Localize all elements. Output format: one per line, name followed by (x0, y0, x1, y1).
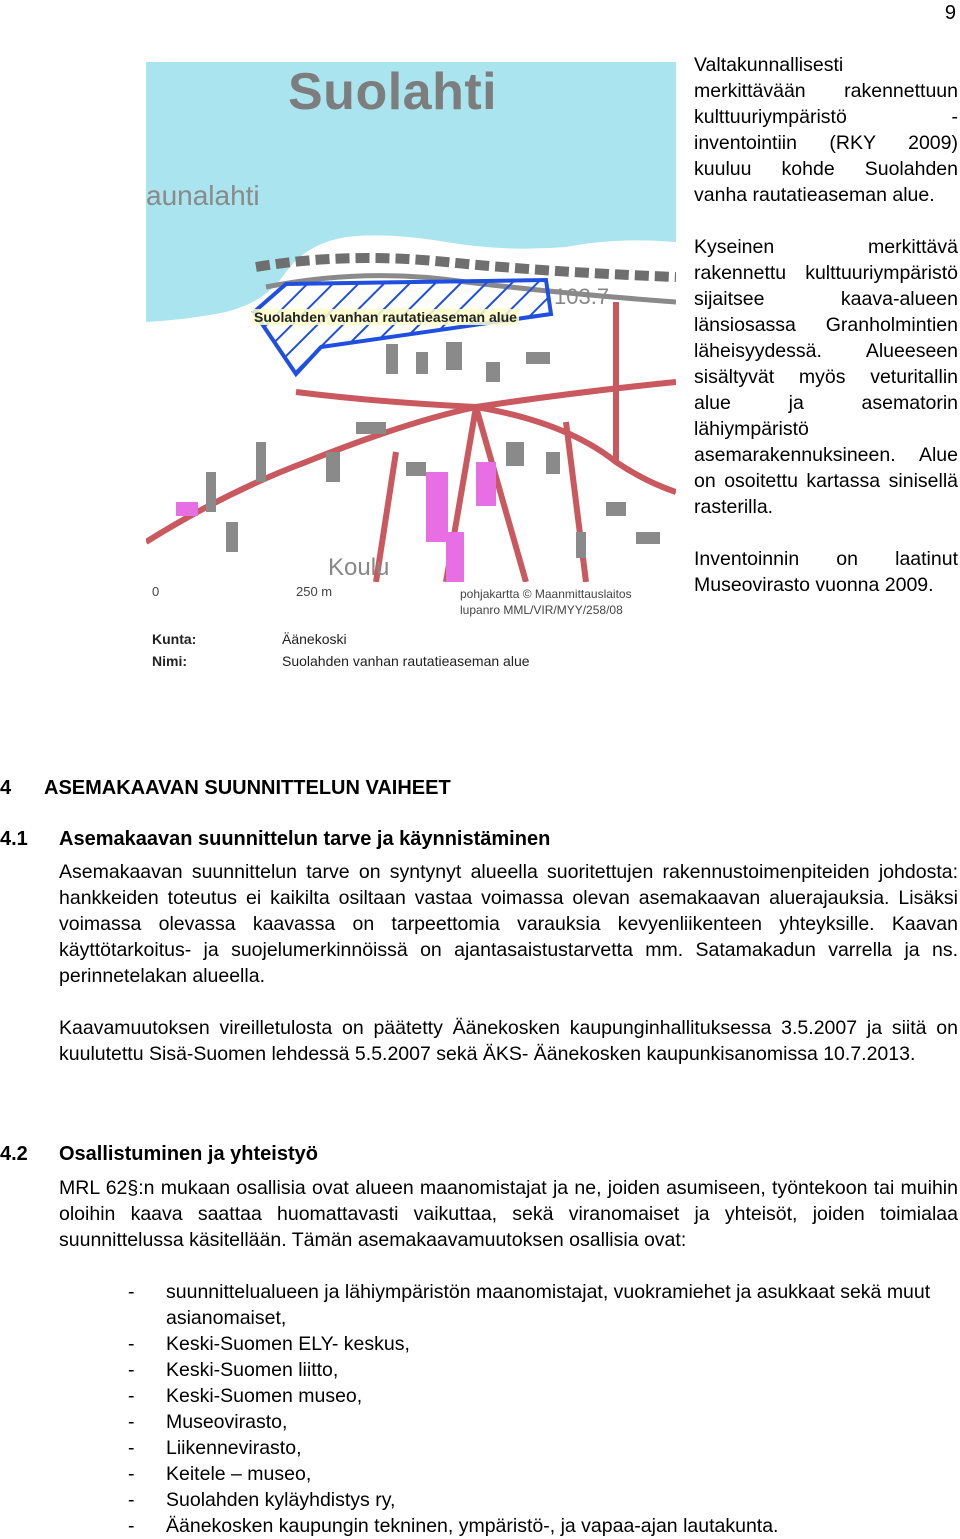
list-item-text: Liikennevirasto, (166, 1437, 302, 1459)
list-item (128, 1357, 958, 1383)
map-school-label: Koulu (328, 554, 390, 581)
map-elevation: 103.7 (554, 284, 610, 309)
map-credit-line1: pohjakartta © Maanmittauslaitos (460, 587, 632, 601)
side-paragraph: Kyseinen merkittävä rakennettu kulttuuriympäristö sijaitsee kaava-alueen länsiosassa Granholmintien läheisyydessä. Alueeseen sisältyvät myös veturitallin alue ja asematorin lähiympäristö asemarakennuksineen. Alue on osoitettu kartassa sinisellä rasterilla. (694, 236, 958, 518)
section-number: 4.2 (0, 1143, 28, 1165)
legend-label: Nimi: (152, 653, 187, 669)
list-dash: - (128, 1515, 135, 1537)
list-dash: - (128, 1489, 135, 1511)
map-figure (146, 62, 676, 680)
page-number: 9 (944, 2, 956, 24)
map-title: Suolahti (288, 63, 498, 121)
section-title: Osallistuminen ja yhteistyö (59, 1143, 318, 1165)
map-area-label: Suolahden vanhan rautatieaseman alue (254, 309, 517, 325)
scale-end-label: 250 m (296, 584, 333, 599)
paragraph: Kaavamuutoksen vireilletulosta on päätetty Äänekosken kaupunginhallituksessa 3.5.2007 ja siitä on kuulutettu Sisä-Suomen lehdessä 5.5.2007 sekä ÄKS- Äänekosken kaupunkisanomissa 10.7.2013. (59, 1017, 958, 1065)
section-4-heading (0, 777, 451, 800)
map-place-name: aunalahti (146, 180, 260, 211)
section-4-2-body (59, 1175, 958, 1253)
list-item (128, 1409, 958, 1435)
list-dash: - (128, 1359, 135, 1381)
list-dash: - (128, 1437, 135, 1459)
map-legend (152, 628, 530, 672)
section-title: ASEMAKAAVAN SUUNNITTELUN VAIHEET (44, 777, 451, 799)
stakeholder-list (128, 1279, 958, 1539)
list-item (128, 1461, 958, 1487)
side-paragraph: Valtakunnallisesti merkittävään rakennettuun kulttuuriympäristö - inventointiin (RKY 2009) kuuluu kohde Suolahden vanha rautatieaseman alue. (694, 54, 958, 206)
list-item-text: suunnittelualueen ja lähiympäristön maanomistajat, vuokramiehet ja asukkaat sekä muut asianomaiset, (166, 1281, 931, 1329)
list-dash: - (128, 1463, 135, 1485)
list-dash: - (128, 1333, 135, 1355)
list-item-text: Äänekosken kaupungin tekninen, ympäristö-, ja vapaa-ajan lautakunta. (166, 1515, 779, 1537)
list-item-text: Keski-Suomen museo, (166, 1385, 363, 1407)
scale-start-label: 0 (152, 584, 160, 599)
list-item-text: Keitele – museo, (166, 1463, 312, 1485)
map-credit-line2: lupanro MML/VIR/MYY/258/08 (460, 603, 623, 617)
list-item (128, 1331, 958, 1357)
list-item-text: Keski-Suomen liitto, (166, 1359, 339, 1381)
list-item (128, 1435, 958, 1461)
list-dash: - (128, 1281, 135, 1303)
paragraph: MRL 62§:n mukaan osallisia ovat alueen maanomistajat ja ne, joiden asumiseen, työntekoon tai muihin oloihin kaava saattaa huomattavasti vaikuttaa, sekä viranomaiset ja yhteisöt, joiden toimialaa suunnittelussa käsitellään. Tämän asemakaavamuutoksen osallisia ovat: (59, 1177, 958, 1251)
side-paragraph: Inventoinnin on laatinut Museovirasto vuonna 2009. (694, 548, 958, 596)
list-item (128, 1383, 958, 1409)
legend-label: Kunta: (152, 631, 197, 647)
side-column (694, 52, 958, 624)
section-title: Asemakaavan suunnittelun tarve ja käynnistäminen (59, 828, 551, 850)
list-dash: - (128, 1411, 135, 1433)
list-dash: - (128, 1385, 135, 1407)
paragraph: Asemakaavan suunnittelun tarve on syntynyt alueella suoritettujen rakennustoimenpiteiden johdosta: hankkeiden toteutus ei kaikilta osiltaan vastaa voimassa olevan asemakaavan aluerajauksia. Lisäksi voimassa olevassa kaavassa on tarpeettomia varauksia kevyenliikenteen yhteyksille. Kaavan käyttötarkoitus- ja suojelumerkinnöissä on ajantasaistustarvetta mm. Satamakadun varrella ja ns. perinnetelakan alueella. (59, 861, 958, 987)
list-item (128, 1279, 958, 1331)
list-item (128, 1513, 958, 1539)
section-4-1-body (59, 859, 958, 1067)
map-credit (460, 586, 632, 618)
legend-row (152, 650, 530, 672)
legend-value: Suolahden vanhan rautatieaseman alue (282, 653, 530, 669)
section-4-2-heading (0, 1143, 318, 1166)
list-item-text: Suolahden kyläyhdistys ry, (166, 1489, 396, 1511)
section-4-1-heading (0, 828, 550, 851)
list-item (128, 1487, 958, 1513)
legend-row (152, 628, 530, 650)
section-number: 4 (0, 777, 12, 799)
list-item-text: Museovirasto, (166, 1411, 288, 1433)
list-item-text: Keski-Suomen ELY- keskus, (166, 1333, 410, 1355)
legend-value: Äänekoski (282, 631, 347, 647)
section-number: 4.1 (0, 828, 28, 850)
